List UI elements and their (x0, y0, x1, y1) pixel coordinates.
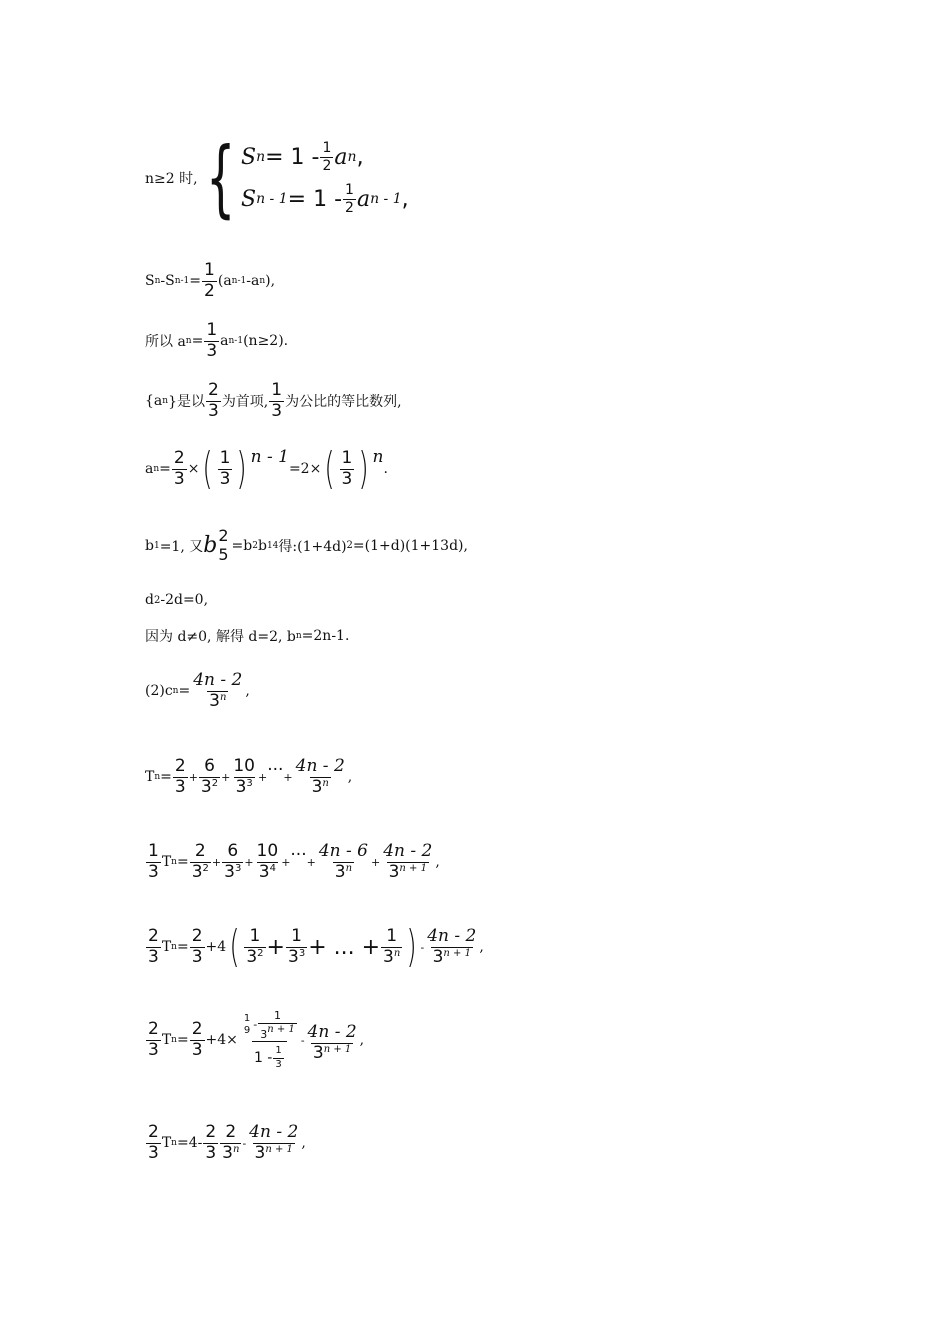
fraction: $\frac{2}{3}$ (191, 1018, 203, 1060)
fraction: $\frac{1}{3}$ (206, 320, 218, 361)
fraction: $\frac{1}{3^n}$ (383, 925, 401, 967)
fraction: $\frac{2}{3}$ (205, 1122, 217, 1163)
line-d-equation: d 2 -2d=0, (145, 592, 209, 608)
line-two-thirds-tn: $\frac{2}{3}$ T n = $\frac{2}{3}$ +4 ( $\frac{1}{3^2}$ + $\frac{1}{3^3}$ + ... + $\frac{1}{3^n}$ ) - $\frac{4n - 2}{3^{n + 1}}$ , (148, 921, 484, 972)
line-final: $\frac{2}{3}$ T n =4- $\frac{2}{3}$ $\frac{2}{3^n}$ - $\frac{4n - 2}{3^{n + 1}}$ , (148, 1122, 306, 1163)
line-sn-difference: S n -S n-1 = $\frac{1}{2}$ (a n-1 -a n ), (145, 260, 276, 301)
fraction: $\frac{2}{3}$ (173, 447, 185, 489)
fraction: $\frac{1}{3}$ (341, 447, 353, 489)
fraction: $\frac{1}{3}$ (271, 380, 283, 421)
fraction: $\frac{2}{3}$ (191, 925, 203, 967)
line-geometric: {a n }是以 $\frac{2}{3}$ 为首项, $\frac{1}{3}$ 为公比的等比数列, (145, 380, 402, 421)
fraction: $\frac{4n - 2}{3^n}$ (295, 756, 345, 797)
fraction: $\frac{4n - 2}{3^{n + 1}}$ (307, 1022, 357, 1063)
fraction: $\frac{2}{3}$ (207, 380, 219, 421)
line-an-formula: a n = $\frac{2}{3}$ × ( $\frac{1}{3}$ ) n - 1 =2× ( $\frac{1}{3}$ ) n . (145, 443, 388, 494)
fraction: $\frac{2}{3}$ (148, 925, 159, 967)
fraction: $\frac{10}{3^3}$ (233, 756, 255, 797)
fraction: $\frac{4n - 2}{3^{n + 1}}$ (249, 1122, 299, 1163)
line-bn-condition: b 1 =1, 又 b 2 5 =b 2 b 14 得:(1+4d) 2 =(1+d)(1+13d), (145, 526, 468, 564)
line-cn: (2)c n = $\frac{4n - 2}{3^n}$ , (145, 670, 250, 711)
fraction: $\frac{1}{3^2}$ (246, 925, 264, 967)
left-brace: { (205, 129, 235, 227)
fraction: $\frac{2}{3^2}$ (191, 841, 209, 882)
fraction: $\frac{1}{2}$ (204, 260, 215, 301)
line-geometric-sum: $\frac{2}{3}$ T n = $\frac{2}{3}$ +4× 1 9 - $\frac{1}{3^{n + 1}}$ 1 - $\frac{1}{3}$ - $\frac{4n - 2}{3^{n + 1}}$ , (148, 1009, 365, 1070)
fraction: $\frac{4n - 2}{3^{n + 1}}$ (427, 925, 477, 967)
line-tn: T n = $\frac{2}{3}$ + $\frac{6}{3^2}$ + $\frac{10}{3^3}$ + ··· + $\frac{4n - 2}{3^n}$ , (145, 756, 353, 797)
compound-fraction: 1 9 - $\frac{1}{3^{n + 1}}$ 1 - $\frac{1}{3}$ (243, 1009, 295, 1070)
fraction: $\frac{1}{3}$ (219, 447, 231, 489)
fraction: $\frac{6}{3^3}$ (224, 841, 242, 882)
line-system (145, 129, 409, 227)
fraction: $\frac{2}{3}$ (148, 1122, 159, 1163)
equation-system (241, 136, 409, 220)
fraction: $\frac{10}{3^4}$ (256, 841, 279, 882)
fraction: $\frac{1}{2}$ (322, 139, 332, 174)
fraction: $\frac{1}{2}$ (345, 181, 354, 216)
fraction: $\frac{2}{3^n}$ (222, 1122, 240, 1163)
equation-row-2: S n - 1 = 1 - $\frac{1}{2}$ a n - 1 , (241, 181, 409, 216)
fraction: $\frac{4n - 6}{3^n}$ (318, 841, 368, 882)
fraction: 2 5 (218, 526, 229, 564)
fraction: $\frac{4n - 2}{3^n}$ (193, 670, 243, 711)
line-recurrence: 所以 a n = $\frac{1}{3}$ a n-1 (n≥2). (145, 320, 289, 361)
fraction: $\frac{4n - 2}{3^{n + 1}}$ (383, 841, 433, 882)
equation-row-1: S n = 1 - $\frac{1}{2}$ a n , (241, 139, 364, 174)
condition-text: n≥2 时, (145, 171, 198, 187)
fraction: $\frac{1}{3}$ (148, 841, 159, 882)
fraction: $\frac{1}{3^3}$ (287, 925, 306, 967)
fraction: $\frac{2}{3}$ (174, 756, 186, 797)
fraction: $\frac{6}{3^2}$ (200, 756, 219, 797)
line-third-tn: $\frac{1}{3}$ T n = $\frac{2}{3^2}$ + $\frac{6}{3^3}$ + $\frac{10}{3^4}$ + ··· + $\frac{4n - 6}{3^n}$ + $\frac{4n - 2}{3^{n + 1}}$ , (148, 841, 440, 882)
line-solve-d: 因为 d≠0, 解得 d=2, b n =2n-1. (145, 628, 350, 645)
fraction: $\frac{2}{3}$ (148, 1018, 159, 1060)
